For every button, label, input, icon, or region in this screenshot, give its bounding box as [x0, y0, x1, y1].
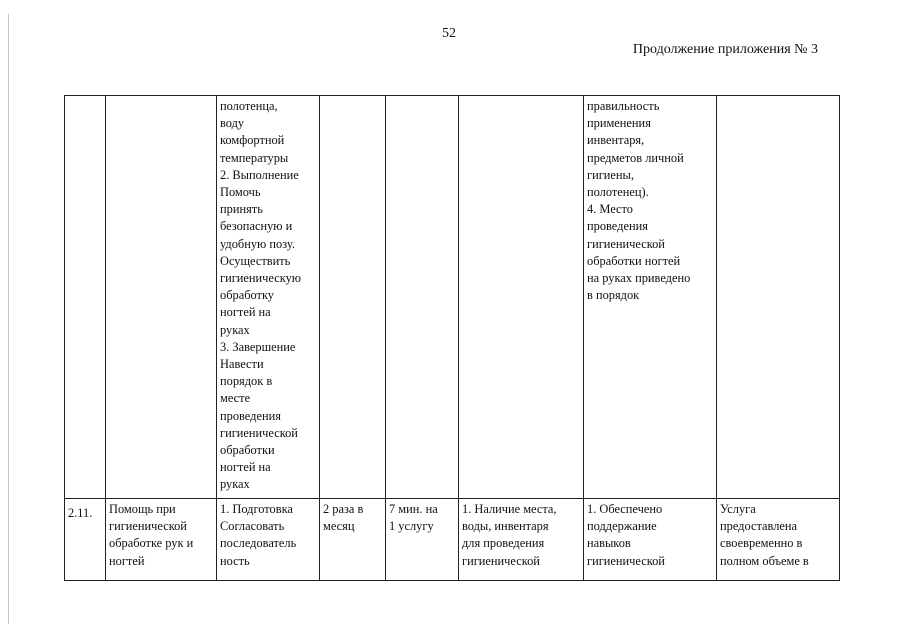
- cell-duration-empty: [386, 96, 459, 499]
- scan-edge-line: [8, 14, 9, 624]
- cell-frequency-empty: [320, 96, 386, 499]
- procedure-text: 1. Подготовка Согласовать последователь ность: [220, 502, 297, 568]
- procedure-continued-text: полотенца, воду комфортной температуры 2. Выполнение Помочь принять безопасную и удобную позу. Осуществить гигиеническую обработку ногтей на руках 3. Завершение Навести порядок в месте проведения гигиенической обработки ногтей на руках: [220, 99, 302, 492]
- conditions-text: 1. Наличие места, воды, инвентаря для проведения гигиенической: [462, 502, 557, 568]
- service-name-text: Помощь при гигиенической обработке рук и ногтей: [109, 502, 194, 568]
- cell-conditions-empty: [459, 96, 584, 499]
- cell-procedure: [217, 499, 320, 581]
- table-row-continuation: [65, 96, 840, 499]
- duration-text: 7 мин. на 1 услугу: [389, 502, 438, 534]
- cell-number-empty: [65, 96, 106, 499]
- cell-evaluation-empty: [717, 96, 840, 499]
- cell-procedure-continued: [217, 96, 320, 499]
- cell-result-continued: [584, 96, 717, 499]
- cell-service-name: [106, 499, 217, 581]
- cell-evaluation: [717, 499, 840, 581]
- evaluation-text: Услуга предоставлена своевременно в полном объеме в: [720, 502, 809, 568]
- cell-frequency: [320, 499, 386, 581]
- cell-item-number: [65, 499, 106, 581]
- result-text: 1. Обеспечено поддержание навыков гигиенической: [587, 502, 665, 568]
- cell-duration: [386, 499, 459, 581]
- services-table: [64, 95, 840, 581]
- cell-result: [584, 499, 717, 581]
- cell-conditions: [459, 499, 584, 581]
- result-continued-text: правильность применения инвентаря, предметов личной гигиены, полотенец). 4. Место проведения гигиенической обработки ногтей на руках приведено в порядок: [587, 99, 691, 303]
- frequency-text: 2 раза в месяц: [323, 502, 364, 534]
- continuation-label: Продолжение приложения № 3: [632, 42, 818, 57]
- cell-service-empty: [106, 96, 217, 499]
- page-number: 52: [442, 26, 456, 41]
- item-number: 2.11.: [68, 506, 93, 520]
- table-row-2-11: [65, 499, 840, 581]
